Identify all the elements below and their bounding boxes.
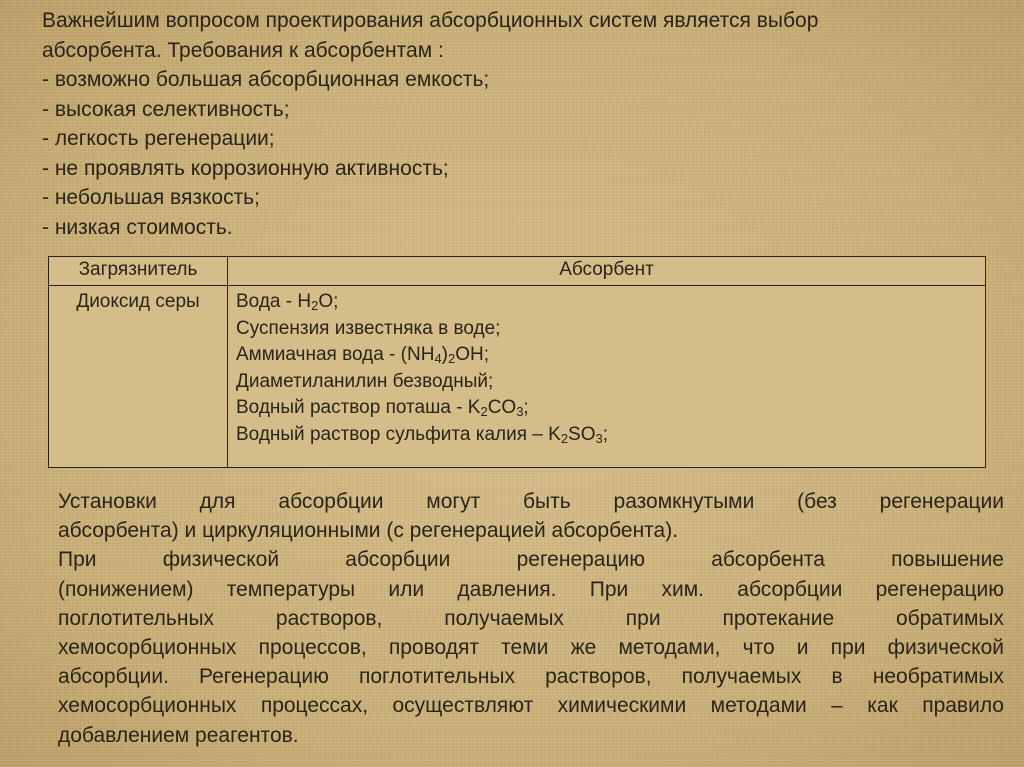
header-pollutant: Загрязнитель bbox=[49, 257, 228, 286]
paragraph-line: поглотительных растворов, получаемых при протекание обратимых bbox=[58, 606, 1004, 630]
absorbent-cell bbox=[228, 286, 986, 468]
paragraph-line: абсорбции. Регенерацию поглотительных растворов, получаемых в необратимых bbox=[58, 665, 1004, 689]
absorbent-item: Аммиачная вода - $(NH_4)_2OH$; bbox=[236, 344, 490, 366]
paragraph-line: добавлением реагентов. bbox=[58, 723, 299, 747]
absorbent-item: Водный раствор сульфита калия – $K_2SO_3$; bbox=[236, 423, 609, 446]
intro-line: Важнейшим вопросом проектирования абсорбционных систем является выбор bbox=[42, 9, 819, 32]
paragraph-line: хемосорбционных процессов, проводят теми же методами, что и при физической bbox=[58, 636, 1004, 660]
intro-line: абсорбента. Требования к абсорбентам : bbox=[42, 38, 444, 62]
requirement-item: - не проявлять коррозионную активность; bbox=[42, 156, 449, 180]
paragraph-line: хемосорбционных процессах, осуществляют химическими методами – как правило bbox=[58, 694, 1004, 718]
absorbent-item: Вода - $H_2O$; bbox=[236, 291, 339, 313]
requirement-item: - низкая стоимость. bbox=[42, 215, 233, 239]
absorbent-table bbox=[48, 256, 986, 468]
table-row bbox=[49, 286, 986, 468]
table-header-row bbox=[49, 257, 986, 286]
requirement-item: - высокая селективность; bbox=[42, 97, 290, 121]
requirement-item: - легкость регенерации; bbox=[42, 127, 275, 150]
absorbent-item: Диаметиланилин безводный; bbox=[236, 370, 494, 392]
paragraph-line: абсорбента) и циркуляционными (с регенерацией абсорбента). bbox=[58, 519, 679, 543]
intro-text bbox=[42, 6, 1002, 242]
requirement-item: - возможно большая абсорбционная емкость; bbox=[42, 68, 490, 91]
absorbent-item: Водный раствор поташа - $K_2CO_3$; bbox=[236, 397, 529, 419]
requirement-item: - небольшая вязкость; bbox=[42, 186, 260, 209]
absorbent-item: Суспензия известняка в воде; bbox=[236, 317, 501, 339]
paragraph-line: При физической абсорбции регенерацию абсорбента повышение bbox=[58, 548, 1004, 572]
paragraph-line: Установки для абсорбции могут быть разомкнутыми (без регенерации bbox=[58, 490, 1004, 513]
header-absorbent: Абсорбент bbox=[228, 257, 986, 286]
pollutant-cell: Диоксид серы bbox=[49, 286, 228, 468]
outro-text bbox=[58, 487, 1004, 750]
paragraph-line: (понижением) температуры или давления. При хим. абсорбции регенерацию bbox=[58, 577, 1004, 601]
